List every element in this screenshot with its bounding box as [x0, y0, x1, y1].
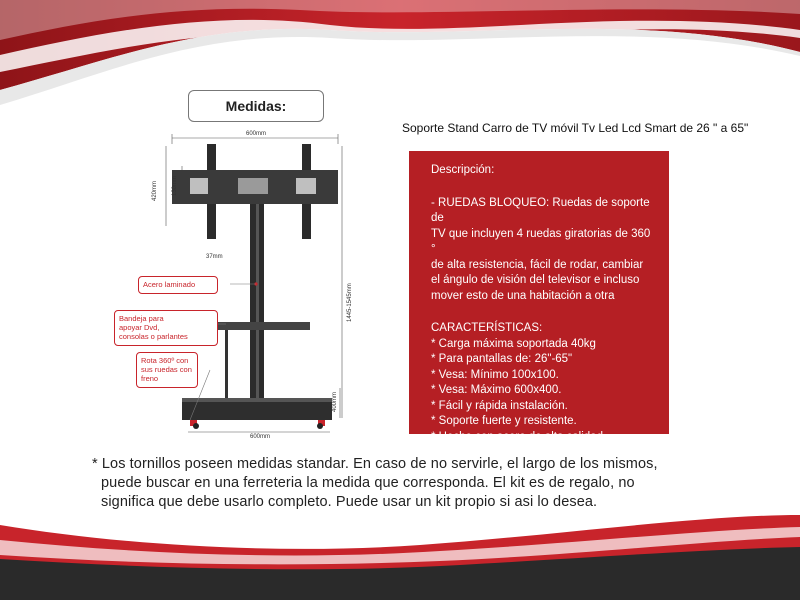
callout-tray-line: consolas o parlantes [119, 332, 188, 341]
dim-depth-small: 37mm [206, 254, 223, 260]
feature-item: * Producto Nuevo en Caja. [431, 446, 568, 458]
dim-base-height: 400mm [332, 391, 338, 412]
medidas-label: Medidas: [188, 90, 324, 122]
screws-footnote [92, 455, 772, 512]
callout-tray-line: Bandeja para [119, 314, 164, 323]
dim-height-left: 420mm [152, 180, 158, 201]
description-line: TV que incluyen 4 ruedas giratorias de 360 ° [431, 227, 651, 255]
header-wave-decoration [0, 0, 800, 110]
feature-item: * Para pantallas de: 26"-65" [431, 353, 573, 365]
feature-item: * Soporte fuerte y resistente. [431, 415, 577, 427]
feature-item: * Fácil y rápida instalación. [431, 399, 568, 412]
callout-wheels [136, 352, 198, 388]
callout-wheels-line: sus ruedas con [141, 365, 192, 374]
description-line: - RUEDAS BLOQUEO: Ruedas de soporte de [431, 196, 650, 224]
description-paragraph [431, 196, 657, 305]
callout-steel-text: Acero laminado [143, 280, 196, 289]
dim-height-inner: 130mm [172, 175, 178, 196]
feature-item: * Vesa: Máximo 600x400. [431, 384, 562, 396]
description-line: el ángulo de visión del televisor e incluso [431, 274, 640, 286]
product-title: Soporte Stand Carro de TV móvil Tv Led Lcd Smart de 26 " a 65" [402, 121, 749, 135]
callout-steel [138, 276, 218, 294]
features-heading: CARACTERÍSTICAS: [431, 322, 543, 334]
description-panel [409, 151, 669, 458]
feature-item: * Carga máxima soportada 40kg [431, 337, 596, 350]
description-heading: Descripción: [431, 164, 495, 176]
features-list [431, 321, 657, 461]
callout-wheels-line: Rota 360º con [141, 356, 189, 365]
footnote-line: puede buscar en una ferreteria la medida que corresponda. El kit es de regalo, no [101, 475, 635, 491]
feature-item: * Hecho con acero de alta calidad. [431, 430, 607, 443]
description-line: de alta resistencia, fácil de rodar, cambiar [431, 258, 644, 271]
stand-diagram [110, 126, 410, 440]
callout-tray [114, 310, 218, 346]
callout-wheels-line: freno [141, 374, 159, 383]
feature-item: * Vesa: Mínimo 100x100. [431, 368, 559, 381]
footnote-line: significa que debe usarlo completo. Puede usar un kit propio si asi lo desea. [101, 494, 598, 510]
footnote-line: * Los tornillos poseen medidas standar. En caso de no servirle, el largo de los mismos, [92, 456, 658, 472]
dim-base-width: 600mm [250, 434, 271, 440]
footer-wave-decoration [0, 515, 800, 600]
dim-top-width: 600mm [246, 131, 267, 137]
description-line: mover esto de una habitación a otra [431, 289, 615, 302]
callout-tray-line: apoyar Dvd, [119, 323, 160, 332]
dim-total-height: 1445-1545mm [347, 283, 353, 322]
